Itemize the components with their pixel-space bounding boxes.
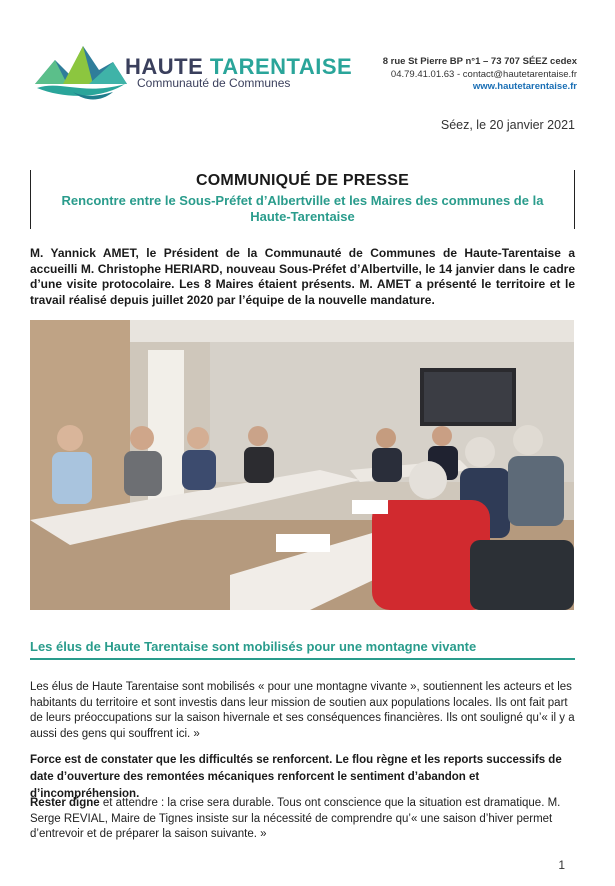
paragraph-3 xyxy=(30,796,575,843)
mountain-logo-icon xyxy=(33,40,129,102)
meeting-photo xyxy=(30,320,574,610)
logo-subtitle: Communauté de Communes xyxy=(137,76,291,90)
contact-address: 8 rue St Pierre BP n°1 – 73 707 SÉEZ cedex xyxy=(382,56,577,67)
title-block xyxy=(30,170,575,229)
paragraph-3-text: et attendre : la crise sera durable. Tous ont conscience que la situation est dramatique. M. Serge REVIAL, Maire de Tignes insiste sur la nécessité de comprendre qu’« une saison d’hiver permet d’entrevoir et de préparer la saison suivante. » xyxy=(30,797,561,840)
contact-block xyxy=(383,56,577,94)
page-number: 1 xyxy=(558,858,565,872)
contact-email[interactable]: contact@hautetarentaise.fr xyxy=(462,68,577,80)
lead-paragraph: M. Yannick AMET, le Président de la Communauté de Communes de Haute-Tarentaise a accueilli M. Christophe HERIARD, nouveau Sous-Préfet d’Albertville, le 14 janvier dans le cadre d’une visite protocolaire. Les 8 Maires étaient présents. M. AMET a présenté le territoire et le travail réalisé depuis juillet 2020 par l’équipe de la nouvelle mandature. xyxy=(30,246,575,307)
page-title: COMMUNIQUÉ DE PRESSE xyxy=(196,172,409,189)
logo-wordmark: HAUTE TARENTAISE xyxy=(125,54,353,79)
paragraph-3-emphasis: Rester digne xyxy=(30,797,100,809)
paragraph-1: Les élus de Haute Tarentaise sont mobilisés « pour une montagne vivante », soutiennent les acteurs et les habitants du territoire et sont investis dans leur mission de soutien aux populations locales. Ils ont fait part de leurs préoccupations sur la saison hivernale et ses conséquences financières. Ils ont souligné qu’« il y a aussi des gens qui souffrent ici. » xyxy=(30,681,575,740)
section-heading: Les élus de Haute Tarentaise sont mobilisés pour une montagne vivante xyxy=(30,639,575,660)
page-subtitle: Rencontre entre le Sous-Préfet d’Albertville et les Maires des communes de la Haute-Tarentaise xyxy=(61,193,544,224)
logo xyxy=(33,40,353,102)
contact-phone: 04.79.41.01.63 xyxy=(390,68,455,80)
contact-website[interactable]: www.hautetarentaise.fr xyxy=(472,81,577,92)
paragraph-2: Force est de constater que les difficultés se renforcent. Le flou règne et les reports successifs de date d’ouverture des remontées mécaniques renforcent le sentiment d’abandon et d’incompréhension. xyxy=(30,754,562,800)
contact-phone-email: 04.79.41.01.63 - contact@hautetarentaise.fr xyxy=(390,68,577,80)
dateline: Séez, le 20 janvier 2021 xyxy=(440,118,575,132)
